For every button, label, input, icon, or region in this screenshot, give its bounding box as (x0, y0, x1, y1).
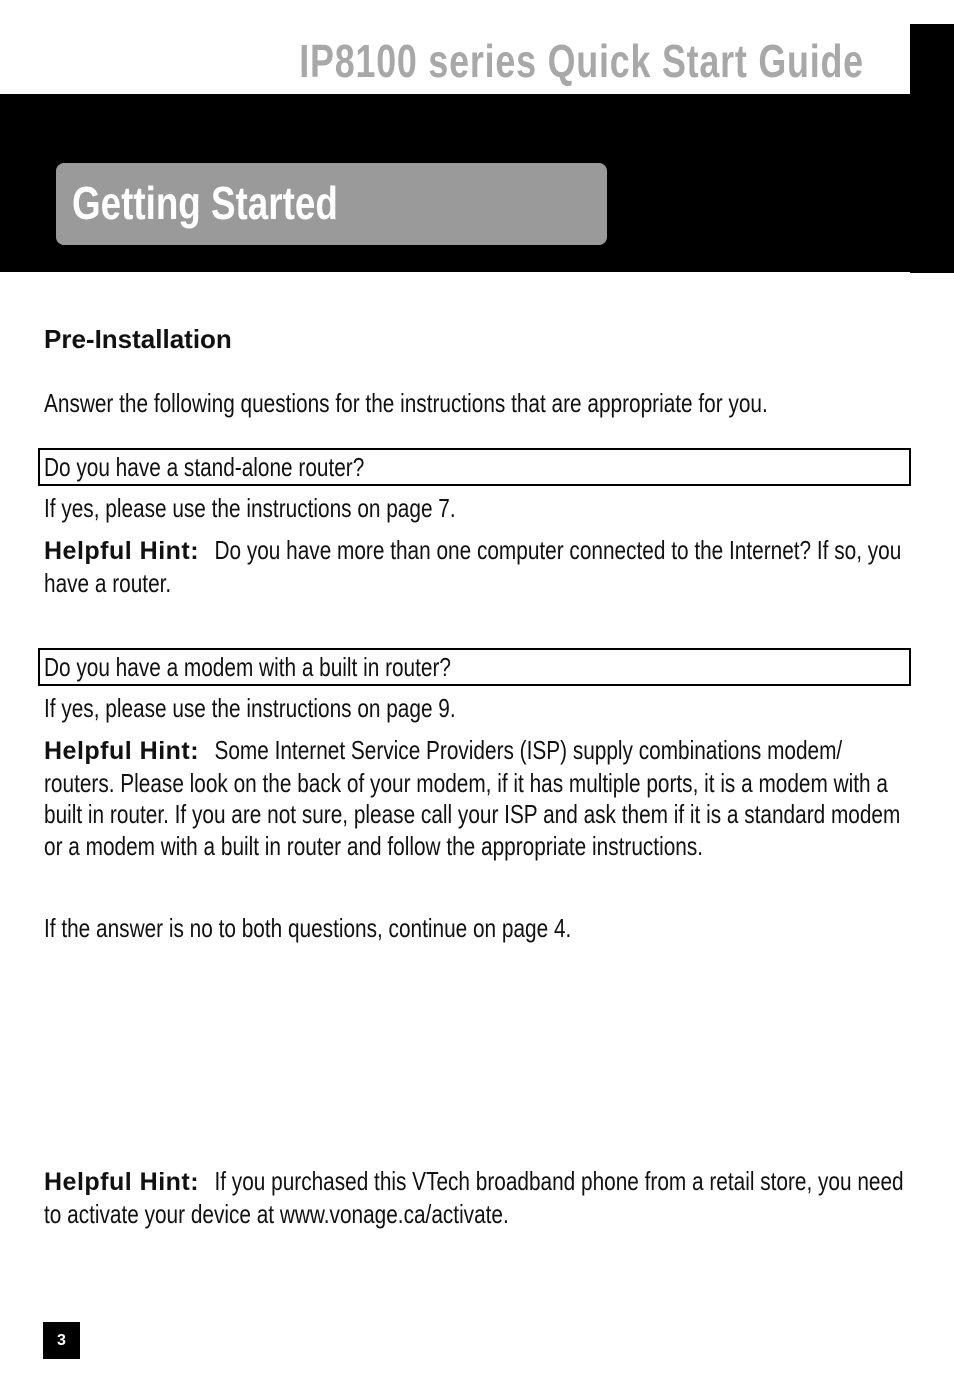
intro-text: Answer the following questions for the instructions that are appropriate for you. (44, 388, 768, 418)
final-hint-text: If you purchased this VTech broadband phone from a retail store, you need to activate your device at www.vonage.ca/activate. (44, 1166, 904, 1229)
guide-title: IP8100 series Quick Start Guide (299, 35, 864, 87)
question-2-text: Do you have a modem with a built in router? (44, 652, 451, 682)
conclusion-text: If the answer is no to both questions, continue on page 4. (44, 913, 572, 943)
hint-2-text: Some Internet Service Providers (ISP) supply combinations modem/ routers. Please look on the back of your modem, if it has multiple ports, it is a modem with a built in router. If you are not sure, please call your ISP and ask them if it is a standard modem or a modem with a built in router and follow the appropriate instructions. (44, 735, 901, 861)
section-title: Getting Started (72, 177, 338, 229)
answer-2-text: If yes, please use the instructions on page 9. (44, 693, 456, 723)
question-box-2 (38, 648, 911, 686)
final-hint-label: Helpful Hint: (44, 1168, 200, 1196)
hint-1 (44, 535, 908, 599)
subheading-pre-installation: Pre-Installation (44, 324, 232, 354)
question-1-text: Do you have a stand-alone router? (44, 452, 365, 482)
hint-1-label: Helpful Hint: (44, 537, 200, 565)
answer-1-text: If yes, please use the instructions on page 7. (44, 493, 456, 523)
hint-2-label: Helpful Hint: (44, 737, 200, 765)
hint-2 (44, 735, 908, 862)
final-hint (44, 1166, 908, 1230)
hint-1-text: Do you have more than one computer connected to the Internet? If so, you have a router. (44, 535, 902, 598)
page-number: 3 (43, 1322, 80, 1359)
question-box-1 (38, 448, 911, 486)
